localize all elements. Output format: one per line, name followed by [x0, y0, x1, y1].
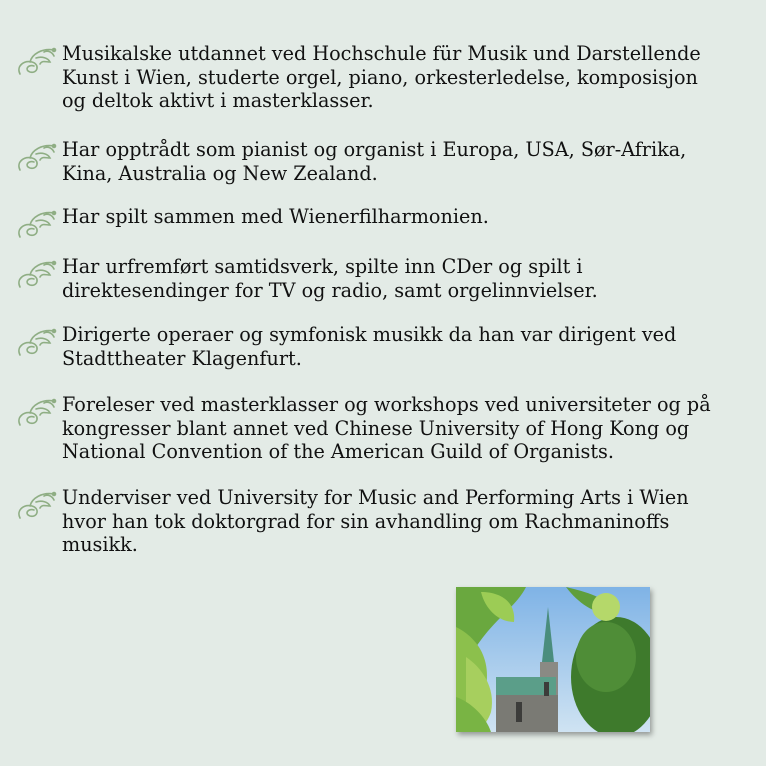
list-item	[14, 205, 714, 243]
list-item	[14, 255, 714, 302]
list-item	[14, 393, 714, 464]
item-text: Musikalske utdannet ved Hochschule für Musik und Darstellende Kunst i Wien, studerte orgel, piano, orkesterledelse, komposisjon og deltok aktivt i masterklasser.	[62, 42, 701, 112]
ornamental-swirl-icon	[14, 395, 60, 431]
item-text: Har spilt sammen med Wienerfilharmonien.	[62, 205, 489, 228]
cathedral-image	[456, 587, 650, 732]
ornamental-swirl-icon	[14, 44, 60, 80]
ornamental-swirl-icon	[14, 325, 60, 361]
ornamental-swirl-icon	[14, 257, 60, 293]
ornamental-swirl-icon	[14, 488, 60, 524]
list-item	[14, 486, 714, 557]
cathedral-photo	[456, 587, 650, 732]
item-text: Foreleser ved masterklasser og workshops ved universiteter og på kongresser blant annet ved Chinese University of Hong Kong og National Convention of the American Guild of Organists.	[62, 393, 711, 463]
ornamental-swirl-icon	[14, 140, 60, 176]
item-text: Har opptrådt som pianist og organist i Europa, USA, Sør-Afrika, Kina, Australia og New Zealand.	[62, 138, 687, 185]
list-item	[14, 138, 714, 185]
item-text: Dirigerte operaer og symfonisk musikk da han var dirigent ved Stadttheater Klagenfurt.	[62, 323, 677, 370]
list-item	[14, 42, 714, 113]
list-item	[14, 323, 714, 370]
ornamental-swirl-icon	[14, 207, 60, 243]
item-text: Underviser ved University for Music and Performing Arts i Wien hvor han tok doktorgrad for sin avhandling om Rachmaninoffs musikk.	[62, 486, 689, 556]
item-text: Har urfremført samtidsverk, spilte inn CDer og spilt i direktesendinger for TV og radio, samt orgelinnvielser.	[62, 255, 598, 302]
